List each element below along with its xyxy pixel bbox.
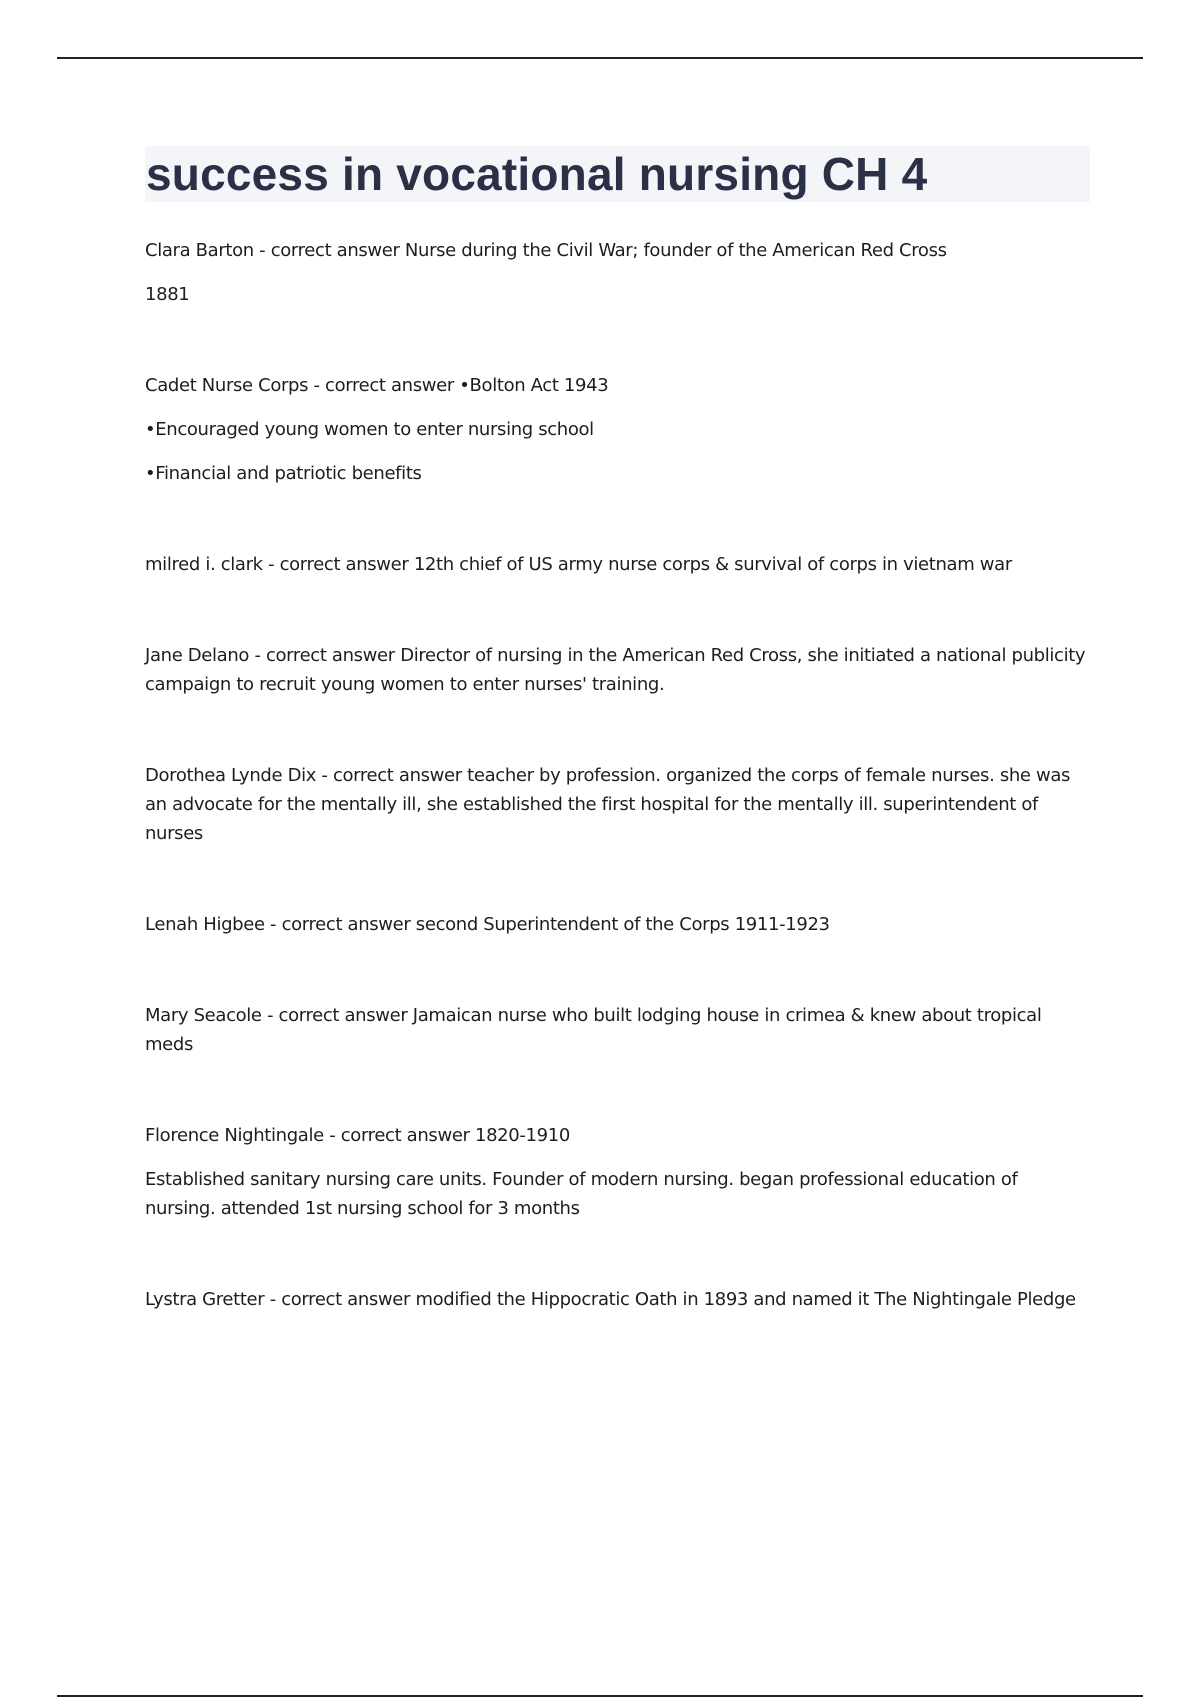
entry-dorothea-dix [145,761,1090,848]
document-page [145,146,1090,1314]
title-band [145,146,1090,202]
entry-text: Cadet Nurse Corps - correct answer •Bolton Act 1943 [145,375,609,396]
header-rule [57,57,1143,59]
entry-lenah-higbee [145,910,1090,939]
entry-text: Lenah Higbee - correct answer second Superintendent of the Corps 1911-1923 [145,914,830,935]
entry-clara-barton [145,236,1090,309]
entry-text: Lystra Gretter - correct answer modified the Hippocratic Oath in 1893 and named it The Nightingale Pledge [145,1289,1076,1310]
entry-mary-seacole [145,1001,1090,1059]
flashcard-list [145,236,1090,1314]
entry-text: Dorothea Lynde Dix - correct answer teacher by profession. organized the corps of female nurses. she was an advocate for the mentally ill, she established the first hospital for the mentally ill. superintendent of nurses [145,765,1071,844]
entry-lystra-gretter [145,1285,1090,1314]
entry-text: milred i. clark - correct answer 12th chief of US army nurse corps & survival of corps in vietnam war [145,554,1012,575]
entry-text: Established sanitary nursing care units. Founder of modern nursing. began professional education of nursing. attended 1st nursing school for 3 months [145,1169,1018,1219]
entry-text: 1881 [145,284,190,305]
entry-text: Clara Barton - correct answer Nurse during the Civil War; founder of the American Red Cross [145,240,947,261]
entry-cadet-nurse-corps [145,371,1090,488]
entry-text: •Financial and patriotic benefits [145,463,422,484]
entry-text: Mary Seacole - correct answer Jamaican nurse who built lodging house in crimea & knew about tropical meds [145,1005,1042,1055]
entry-milred-clark [145,550,1090,579]
entry-text: •Encouraged young women to enter nursing school [145,419,594,440]
document-title: success in vocational nursing CH 4 [146,148,928,200]
entry-text: Jane Delano - correct answer Director of nursing in the American Red Cross, she initiated a national publicity campaign to recruit young women to enter nurses' training. [145,645,1086,695]
entry-text: Florence Nightingale - correct answer 1820-1910 [145,1125,570,1146]
entry-jane-delano [145,641,1090,699]
footer-rule [57,1695,1143,1697]
entry-florence-nightingale [145,1121,1090,1223]
